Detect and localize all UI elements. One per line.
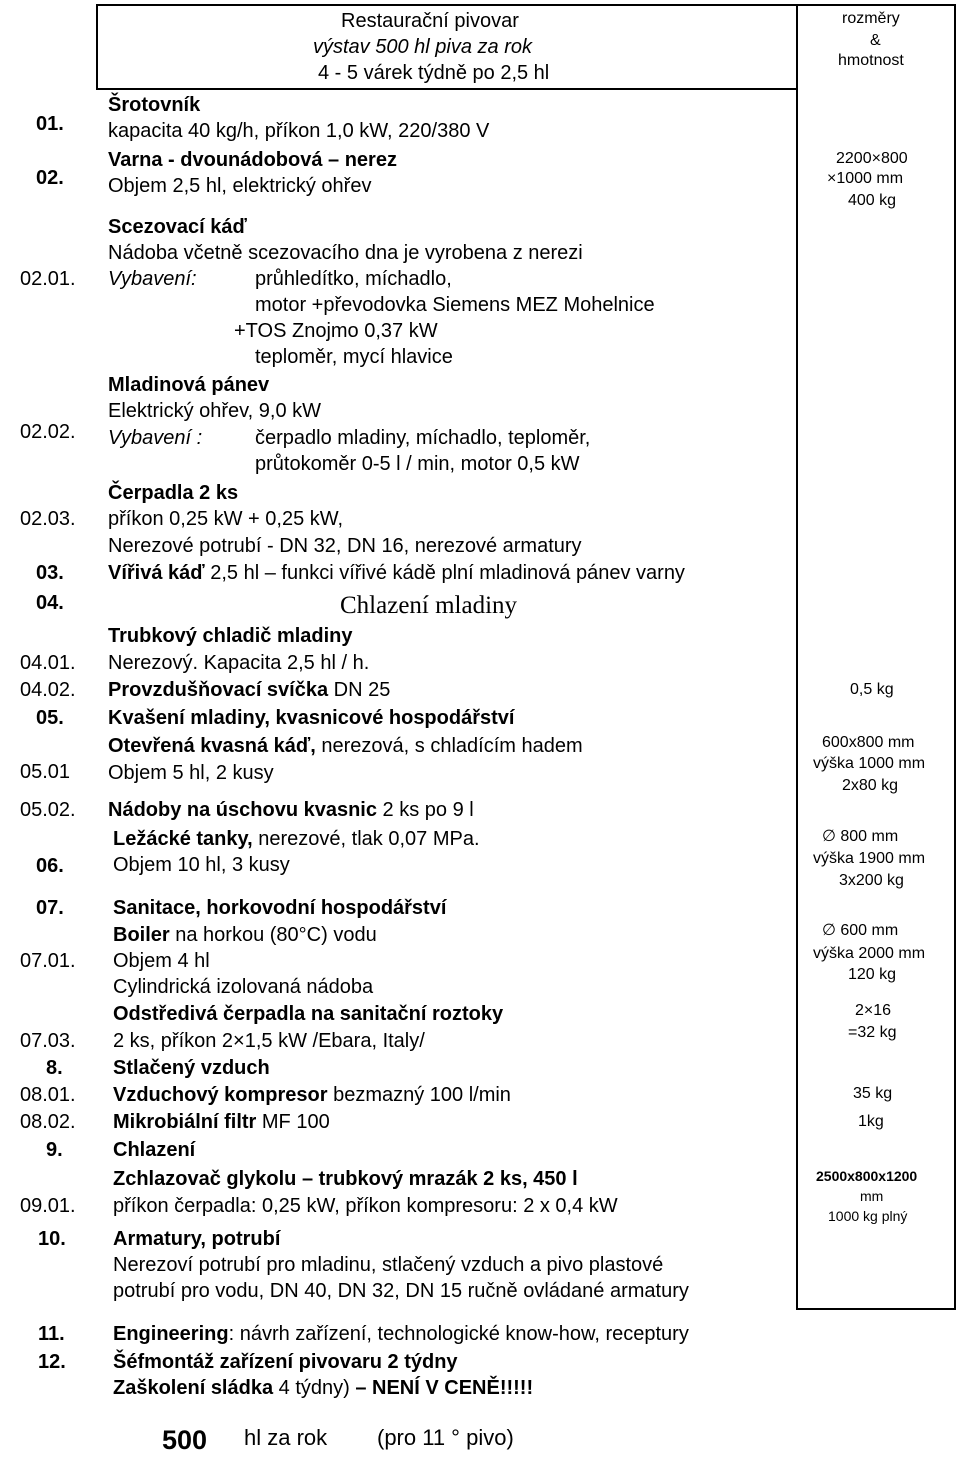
item-weight: 400 kg	[848, 192, 897, 209]
item-line	[113, 1322, 689, 1346]
item-line	[108, 798, 474, 822]
item-line	[108, 734, 583, 758]
item-title: Ležácké tanky,	[113, 828, 253, 850]
item-desc: Objem 10 hl, 3 kusy	[113, 854, 290, 876]
item-num: 05.02.	[20, 799, 76, 821]
item-equipment-label: Vybavení :	[108, 427, 203, 449]
item-title: Vzduchový kompresor	[113, 1084, 328, 1106]
item-weight: 2x80 kg	[842, 777, 899, 794]
item-num: 02.	[36, 167, 64, 189]
item-num: 06.	[36, 855, 64, 877]
item-note: – NENÍ V CENĚ!!!!!	[349, 1377, 534, 1399]
item-num: 07.03.	[20, 1030, 76, 1052]
item-num: 12.	[38, 1351, 66, 1373]
item-weight: 35 kg	[853, 1085, 893, 1102]
item-num: 05.	[36, 707, 64, 729]
item-line	[108, 561, 685, 585]
item-line	[113, 1110, 330, 1134]
item-num: 04.02.	[20, 679, 76, 701]
item-equipment-label: Vybavení:	[108, 268, 197, 290]
footer-unit: hl za rok	[244, 1425, 328, 1450]
header-batches: 4 - 5 várek týdně po 2,5 hl	[318, 62, 550, 84]
section-title: Chlazení mladiny	[340, 592, 518, 619]
item-title: Vířivá káď	[108, 562, 205, 584]
item-title: Odstředivá čerpadla na sanitační roztoky	[113, 1003, 504, 1025]
item-title: Boiler	[113, 924, 170, 946]
item-desc: 2 ks po 9 l	[376, 799, 474, 821]
item-desc: čerpadlo mladiny, míchadlo, teploměr,	[255, 427, 591, 449]
item-num: 11.	[38, 1323, 65, 1345]
item-weight: 1kg	[858, 1113, 884, 1130]
item-num: 08.01.	[20, 1084, 76, 1106]
item-num: 09.01.	[20, 1195, 76, 1217]
item-desc: na horkou (80°C) vodu	[169, 924, 377, 946]
item-title: Provzdušňovací svíčka	[108, 679, 329, 701]
dims-header-3: hmotnost	[838, 52, 904, 69]
item-desc: průtokoměr 0-5 l / min, motor 0,5 kW	[255, 453, 580, 475]
item-num: 9.	[46, 1139, 63, 1161]
item-line	[113, 1083, 511, 1107]
item-num: 07.	[36, 897, 64, 919]
item-title: Trubkový chladič mladiny	[108, 625, 353, 647]
item-title: Stlačený vzduch	[113, 1057, 270, 1079]
item-desc: příkon čerpadla: 0,25 kW, příkon kompresoru: 2 x 0,4 kW	[113, 1195, 618, 1217]
item-desc: průhledítko, míchadlo,	[255, 268, 452, 290]
item-dims: ∅ 800 mm	[822, 828, 899, 845]
item-desc: Nerezový. Kapacita 2,5 hl / h.	[108, 652, 370, 674]
item-title: Varna - dvounádobová – nerez	[108, 149, 397, 171]
item-desc: : návrh zařízení, technologické know-how, receptury	[228, 1323, 689, 1345]
item-desc: Objem 2,5 hl, elektrický ohřev	[108, 175, 372, 197]
item-dims: výška 1000 mm	[813, 755, 926, 772]
item-line	[113, 827, 480, 851]
item-title: Nádoby na úschovu kvasnic	[108, 799, 377, 821]
item-num: 05.01	[20, 761, 71, 783]
item-num: 04.01.	[20, 652, 76, 674]
item-desc: Nerezové potrubí - DN 32, DN 16, nerezové armatury	[108, 535, 582, 557]
item-dims: ×1000 mm	[827, 170, 904, 187]
item-desc: Objem 4 hl	[113, 950, 210, 972]
item-title: Mikrobiální filtr	[113, 1111, 257, 1133]
item-title: Scezovací káď	[108, 216, 247, 238]
item-desc: Cylindrická izolovaná nádoba	[113, 976, 374, 998]
item-num: 02.02.	[20, 421, 76, 443]
item-title: Zaškolení sládka	[113, 1377, 274, 1399]
item-dims: ∅ 600 mm	[822, 922, 899, 939]
item-dims: mm	[860, 1188, 884, 1204]
item-title: Chlazení	[113, 1139, 196, 1161]
item-line	[113, 1376, 533, 1400]
item-weight: =32 kg	[848, 1024, 897, 1041]
item-title: Engineering	[113, 1323, 229, 1345]
item-weight: 0,5 kg	[850, 681, 894, 698]
item-title: Šéfmontáž zařízení pivovaru 2 týdny	[113, 1351, 458, 1373]
item-title: Šrotovník	[108, 94, 201, 116]
header-box-top	[96, 4, 798, 6]
item-dims: 600x800 mm	[822, 734, 915, 751]
item-desc: Nádoba včetně scezovacího dna je vyrobena z nerezi	[108, 242, 583, 264]
item-title: Čerpadla 2 ks	[108, 482, 239, 504]
item-title: Zchlazovač glykolu – trubkový mrazák 2 ks, 450 l	[113, 1168, 578, 1190]
item-desc: potrubí pro vodu, DN 40, DN 32, DN 15 ručně ovládané armatury	[113, 1280, 689, 1302]
dims-col-left	[796, 4, 798, 1310]
item-line	[113, 923, 377, 947]
header-box-left	[96, 4, 98, 90]
item-desc: nerezová, s chladícím hadem	[315, 735, 583, 757]
item-weight: 1000 kg plný	[828, 1208, 908, 1224]
item-desc: DN 25	[328, 679, 391, 701]
item-num: 03.	[36, 562, 64, 584]
item-desc: +TOS Znojmo 0,37 kW	[234, 320, 438, 342]
item-desc: Objem 5 hl, 2 kusy	[108, 762, 274, 784]
footer-note: (pro 11 ° pivo)	[377, 1425, 514, 1450]
item-desc: kapacita 40 kg/h, příkon 1,0 kW, 220/380 V	[108, 120, 490, 142]
dims-col-top	[796, 4, 956, 6]
item-num: 02.03.	[20, 508, 76, 530]
item-num: 08.02.	[20, 1111, 76, 1133]
item-title: Mladinová pánev	[108, 374, 270, 396]
item-dims: 2×16	[855, 1002, 892, 1019]
dims-header-2: &	[870, 32, 881, 49]
dims-header-1: rozměry	[842, 10, 900, 27]
item-weight: 120 kg	[848, 966, 897, 983]
dims-col-right	[954, 4, 956, 1310]
item-desc: 4 týdny)	[273, 1377, 350, 1399]
dims-col-bottom	[796, 1308, 956, 1310]
item-desc: nerezové, tlak 0,07 MPa.	[252, 828, 480, 850]
item-desc: příkon 0,25 kW + 0,25 kW,	[108, 508, 344, 530]
item-desc: 2 ks, příkon 2×1,5 kW /Ebara, Italy/	[113, 1030, 425, 1052]
item-desc: teploměr, mycí hlavice	[255, 346, 453, 368]
item-desc: Elektrický ohřev, 9,0 kW	[108, 400, 322, 422]
item-title: Armatury, potrubí	[113, 1228, 281, 1250]
item-desc: 2,5 hl – funkci vířivé kádě plní mladinová pánev varny	[204, 562, 685, 584]
header-subtitle: výstav 500 hl piva za rok	[313, 36, 532, 58]
item-line	[108, 678, 390, 702]
item-num: 02.01.	[20, 268, 76, 290]
item-desc: Nerezoví potrubí pro mladinu, stlačený vzduch a pivo plastové	[113, 1254, 664, 1276]
item-dims: 2200×800	[836, 150, 908, 167]
item-title: Otevřená kvasná káď,	[108, 735, 316, 757]
footer-volume: 500	[162, 1425, 208, 1455]
item-dims: 2500x800x1200	[816, 1168, 918, 1184]
header-title: Restaurační pivovar	[341, 10, 519, 32]
item-num: 01.	[36, 113, 64, 135]
item-num: 8.	[46, 1057, 63, 1079]
item-weight: 3x200 kg	[839, 872, 904, 889]
item-num: 10.	[38, 1228, 66, 1250]
item-desc: MF 100	[256, 1111, 330, 1133]
item-num: 04.	[36, 592, 64, 614]
item-desc: bezmazný 100 l/min	[327, 1084, 511, 1106]
item-num: 07.01.	[20, 950, 76, 972]
item-dims: výška 2000 mm	[813, 945, 926, 962]
item-title: Kvašení mladiny, kvasnicové hospodářství	[108, 707, 515, 729]
header-box-bottom	[96, 88, 798, 90]
item-dims: výška 1900 mm	[813, 850, 926, 867]
item-desc: motor +převodovka Siemens MEZ Mohelnice	[255, 294, 655, 316]
item-title: Sanitace, horkovodní hospodářství	[113, 897, 447, 919]
